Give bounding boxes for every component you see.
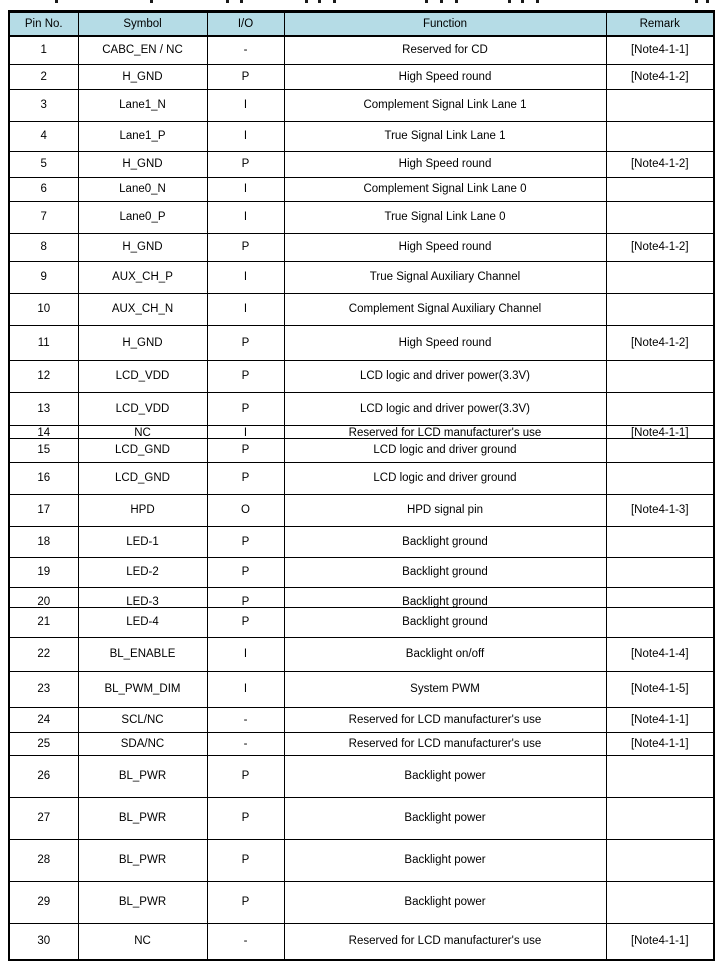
io-cell: P: [207, 392, 284, 425]
function-cell: Reserved for LCD manufacturer's use: [284, 923, 606, 960]
pin-no-cell: 17: [9, 494, 78, 526]
function-cell: Backlight power: [284, 755, 606, 797]
pin-no-cell: 2: [9, 64, 78, 89]
function-cell: LCD logic and driver ground: [284, 462, 606, 494]
pin-no-cell: 5: [9, 151, 78, 177]
io-cell: P: [207, 839, 284, 881]
function-cell: LCD logic and driver ground: [284, 438, 606, 462]
function-cell: Complement Signal Auxiliary Channel: [284, 293, 606, 325]
io-cell: P: [207, 64, 284, 89]
io-cell: I: [207, 177, 284, 201]
header-pin-no: Pin No.: [9, 12, 78, 37]
remark-cell: [606, 607, 714, 637]
table-row: [9, 755, 714, 797]
table-row: [9, 293, 714, 325]
symbol-cell: H_GND: [78, 64, 207, 89]
table-row: [9, 438, 714, 462]
io-cell: P: [207, 360, 284, 392]
pin-table-body: [9, 36, 714, 960]
pin-no-cell: 4: [9, 121, 78, 151]
function-cell: High Speed round: [284, 64, 606, 89]
pin-no-cell: 26: [9, 755, 78, 797]
remark-cell: [Note4-1-5]: [606, 671, 714, 707]
table-row: [9, 425, 714, 438]
remark-cell: [606, 177, 714, 201]
pin-no-cell: 30: [9, 923, 78, 960]
remark-cell: [Note4-1-1]: [606, 707, 714, 732]
header-symbol: Symbol: [78, 12, 207, 37]
function-cell: System PWM: [284, 671, 606, 707]
remark-cell: [Note4-1-2]: [606, 151, 714, 177]
table-row: [9, 151, 714, 177]
function-cell: LCD logic and driver power(3.3V): [284, 392, 606, 425]
remark-cell: [606, 261, 714, 293]
symbol-cell: LED-3: [78, 587, 207, 607]
function-cell: Reserved for LCD manufacturer's use: [284, 425, 606, 438]
io-cell: P: [207, 151, 284, 177]
pin-no-cell: 1: [9, 36, 78, 64]
symbol-cell: Lane1_N: [78, 89, 207, 121]
io-cell: I: [207, 425, 284, 438]
io-cell: I: [207, 121, 284, 151]
function-cell: True Signal Link Lane 0: [284, 201, 606, 233]
pin-no-cell: 14: [9, 425, 78, 438]
io-cell: O: [207, 494, 284, 526]
header-io: I/O: [207, 12, 284, 37]
function-cell: LCD logic and driver power(3.3V): [284, 360, 606, 392]
remark-cell: [606, 526, 714, 557]
remark-cell: [Note4-1-3]: [606, 494, 714, 526]
table-row: [9, 89, 714, 121]
pin-no-cell: 3: [9, 89, 78, 121]
io-cell: I: [207, 201, 284, 233]
pin-no-cell: 6: [9, 177, 78, 201]
remark-cell: [606, 392, 714, 425]
symbol-cell: AUX_CH_N: [78, 293, 207, 325]
remark-cell: [606, 587, 714, 607]
symbol-cell: BL_PWR: [78, 755, 207, 797]
io-cell: -: [207, 36, 284, 64]
remark-cell: [606, 839, 714, 881]
table-row: [9, 325, 714, 360]
remark-cell: [Note4-1-2]: [606, 325, 714, 360]
header-function: Function: [284, 12, 606, 37]
remark-cell: [Note4-1-2]: [606, 64, 714, 89]
table-row: [9, 797, 714, 839]
table-row: [9, 494, 714, 526]
remark-cell: [Note4-1-1]: [606, 923, 714, 960]
function-cell: High Speed round: [284, 151, 606, 177]
function-cell: Backlight ground: [284, 557, 606, 587]
remark-cell: [606, 797, 714, 839]
function-cell: Backlight power: [284, 839, 606, 881]
io-cell: -: [207, 923, 284, 960]
table-header-row: [9, 12, 714, 37]
pin-no-cell: 23: [9, 671, 78, 707]
table-row: [9, 671, 714, 707]
table-row: [9, 587, 714, 607]
remark-cell: [606, 755, 714, 797]
io-cell: P: [207, 881, 284, 923]
pin-no-cell: 13: [9, 392, 78, 425]
io-cell: I: [207, 671, 284, 707]
function-cell: Backlight power: [284, 797, 606, 839]
io-cell: P: [207, 438, 284, 462]
symbol-cell: LED-4: [78, 607, 207, 637]
remark-cell: [Note4-1-1]: [606, 732, 714, 755]
io-cell: I: [207, 89, 284, 121]
function-cell: Reserved for LCD manufacturer's use: [284, 732, 606, 755]
remark-cell: [606, 121, 714, 151]
pin-no-cell: 21: [9, 607, 78, 637]
function-cell: Complement Signal Link Lane 0: [284, 177, 606, 201]
symbol-cell: NC: [78, 425, 207, 438]
symbol-cell: BL_PWR: [78, 881, 207, 923]
remark-cell: [Note4-1-4]: [606, 637, 714, 671]
table-row: [9, 233, 714, 261]
symbol-cell: LCD_VDD: [78, 360, 207, 392]
function-cell: HPD signal pin: [284, 494, 606, 526]
pin-no-cell: 16: [9, 462, 78, 494]
pin-no-cell: 11: [9, 325, 78, 360]
pin-no-cell: 7: [9, 201, 78, 233]
function-cell: Backlight ground: [284, 526, 606, 557]
symbol-cell: LCD_GND: [78, 462, 207, 494]
symbol-cell: LED-2: [78, 557, 207, 587]
symbol-cell: LCD_VDD: [78, 392, 207, 425]
pin-no-cell: 18: [9, 526, 78, 557]
table-row: [9, 881, 714, 923]
io-cell: I: [207, 261, 284, 293]
symbol-cell: SDA/NC: [78, 732, 207, 755]
pin-no-cell: 19: [9, 557, 78, 587]
symbol-cell: BL_PWR: [78, 839, 207, 881]
function-cell: High Speed round: [284, 325, 606, 360]
remark-cell: [Note4-1-2]: [606, 233, 714, 261]
function-cell: Backlight ground: [284, 587, 606, 607]
remark-cell: [Note4-1-1]: [606, 36, 714, 64]
symbol-cell: NC: [78, 923, 207, 960]
pin-no-cell: 25: [9, 732, 78, 755]
pin-no-cell: 22: [9, 637, 78, 671]
table-row: [9, 392, 714, 425]
symbol-cell: CABC_EN / NC: [78, 36, 207, 64]
table-row: [9, 707, 714, 732]
table-row: [9, 177, 714, 201]
io-cell: P: [207, 587, 284, 607]
table-row: [9, 923, 714, 960]
function-cell: Backlight power: [284, 881, 606, 923]
io-cell: P: [207, 233, 284, 261]
pin-no-cell: 15: [9, 438, 78, 462]
pin-no-cell: 27: [9, 797, 78, 839]
symbol-cell: H_GND: [78, 233, 207, 261]
table-row: [9, 839, 714, 881]
function-cell: Reserved for CD: [284, 36, 606, 64]
pin-no-cell: 10: [9, 293, 78, 325]
io-cell: P: [207, 755, 284, 797]
io-cell: P: [207, 797, 284, 839]
pin-no-cell: 28: [9, 839, 78, 881]
function-cell: Complement Signal Link Lane 1: [284, 89, 606, 121]
table-row: [9, 526, 714, 557]
symbol-cell: BL_PWR: [78, 797, 207, 839]
remark-cell: [606, 557, 714, 587]
table-row: [9, 360, 714, 392]
symbol-cell: Lane1_P: [78, 121, 207, 151]
remark-cell: [Note4-1-1]: [606, 425, 714, 438]
clipped-text-remnants: [0, 0, 720, 5]
table-row: [9, 201, 714, 233]
io-cell: P: [207, 557, 284, 587]
function-cell: Backlight on/off: [284, 637, 606, 671]
pin-no-cell: 24: [9, 707, 78, 732]
io-cell: P: [207, 607, 284, 637]
symbol-cell: Lane0_P: [78, 201, 207, 233]
table-row: [9, 462, 714, 494]
table-row: [9, 607, 714, 637]
pin-no-cell: 29: [9, 881, 78, 923]
remark-cell: [606, 438, 714, 462]
io-cell: P: [207, 526, 284, 557]
function-cell: High Speed round: [284, 233, 606, 261]
io-cell: P: [207, 462, 284, 494]
function-cell: True Signal Link Lane 1: [284, 121, 606, 151]
symbol-cell: HPD: [78, 494, 207, 526]
io-cell: I: [207, 293, 284, 325]
table-row: [9, 637, 714, 671]
symbol-cell: H_GND: [78, 151, 207, 177]
pin-no-cell: 12: [9, 360, 78, 392]
symbol-cell: Lane0_N: [78, 177, 207, 201]
symbol-cell: BL_ENABLE: [78, 637, 207, 671]
symbol-cell: LCD_GND: [78, 438, 207, 462]
function-cell: Backlight ground: [284, 607, 606, 637]
pin-no-cell: 20: [9, 587, 78, 607]
remark-cell: [606, 881, 714, 923]
remark-cell: [606, 293, 714, 325]
symbol-cell: SCL/NC: [78, 707, 207, 732]
symbol-cell: H_GND: [78, 325, 207, 360]
table-row: [9, 261, 714, 293]
symbol-cell: AUX_CH_P: [78, 261, 207, 293]
pin-no-cell: 8: [9, 233, 78, 261]
pin-assignment-table: [8, 10, 715, 961]
function-cell: True Signal Auxiliary Channel: [284, 261, 606, 293]
table-row: [9, 64, 714, 89]
table-row: [9, 121, 714, 151]
io-cell: I: [207, 637, 284, 671]
io-cell: -: [207, 732, 284, 755]
remark-cell: [606, 89, 714, 121]
remark-cell: [606, 201, 714, 233]
symbol-cell: BL_PWM_DIM: [78, 671, 207, 707]
table-row: [9, 732, 714, 755]
table-row: [9, 557, 714, 587]
io-cell: -: [207, 707, 284, 732]
table-row: [9, 36, 714, 64]
remark-cell: [606, 462, 714, 494]
function-cell: Reserved for LCD manufacturer's use: [284, 707, 606, 732]
remark-cell: [606, 360, 714, 392]
symbol-cell: LED-1: [78, 526, 207, 557]
header-remark: Remark: [606, 12, 714, 37]
io-cell: P: [207, 325, 284, 360]
pin-no-cell: 9: [9, 261, 78, 293]
